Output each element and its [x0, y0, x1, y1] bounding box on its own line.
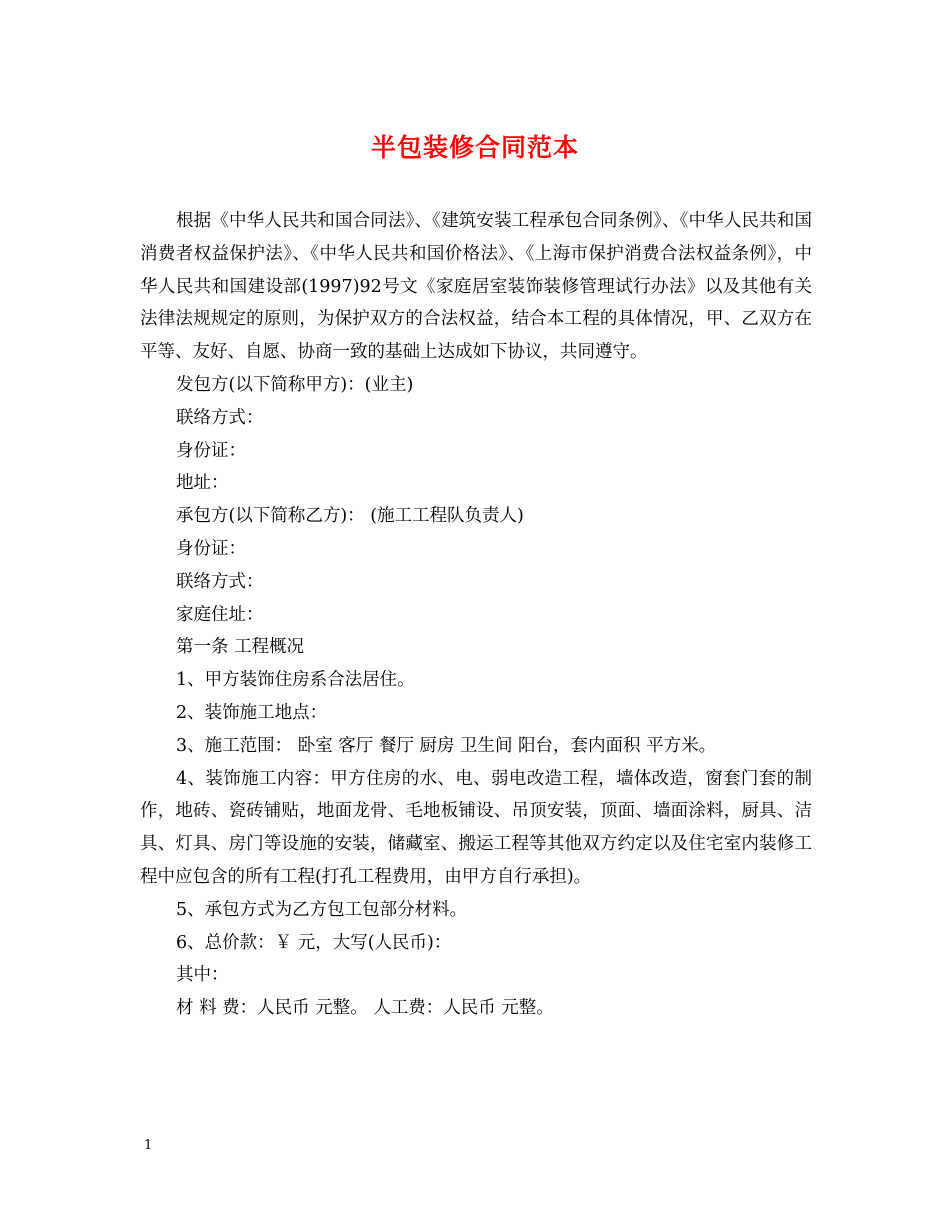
party-b-id-line: 身份证： — [176, 538, 246, 559]
clause-1: 1、甲方装饰住房系合法居住。 — [176, 670, 415, 691]
price-breakdown-heading: 其中： — [176, 965, 229, 986]
party-a-address-line: 地址： — [176, 473, 229, 494]
clause-3: 3、施工范围： 卧室 客厅 餐厅 厨房 卫生间 阳台，套内面积 平方米。 — [176, 735, 717, 756]
price-breakdown-line: 材 料 费：人民币 元整。 人工费：人民币 元整。 — [176, 998, 554, 1019]
clause-2: 2、装饰施工地点： — [176, 702, 328, 723]
clause-5: 5、承包方式为乙方包工包部分材料。 — [176, 899, 468, 920]
party-b-contact-line: 联络方式： — [176, 571, 264, 592]
intro-paragraph: 根据《中华人民共和国合同法》、《建筑安装工程承包合同条例》、《中华人民共和国消费者权益保护法》、《中华人民共和国价格法》、《上海市保护消费合法权益条例》，中华人民共和国建设部(1997)92号文《家庭居室装饰装修管理试行办法》以及其他有关法律法规规定的原则，为保护双方的合法权益，结合本工程的具体情况，甲、乙双方在平等、友好、自愿、协商一致的基础上达成如下协议，共同遵守。 — [140, 211, 812, 363]
clause-6: 6、总价款：￥ 元，大写(人民币)： — [176, 932, 452, 953]
party-b-address-line: 家庭住址： — [176, 604, 264, 625]
party-b-line: 承包方(以下简称乙方)： (施工工程队负责人) — [176, 506, 524, 527]
document-title: 半包装修合同范本 — [370, 133, 579, 162]
party-a-line: 发包方(以下简称甲方)：(业主) — [176, 374, 414, 395]
document-body — [140, 205, 812, 1025]
article-one-heading: 第一条 工程概况 — [176, 637, 305, 658]
party-a-contact-line: 联络方式： — [176, 407, 264, 428]
page-number: 1 — [144, 1138, 153, 1153]
clause-4: 4、装饰施工内容：甲方住房的水、电、弱电改造工程，墙体改造，窗套门套的制作，地砖、瓷砖铺贴，地面龙骨、毛地板铺设、吊顶安装，顶面、墙面涂料，厨具、洁具、灯具、房门等设施的安装，储藏室、搬运工程等其他双方约定以及住宅室内装修工程中应包含的所有工程(打孔工程费用，由甲方自行承担)。 — [140, 768, 812, 887]
party-a-id-line: 身份证： — [176, 440, 246, 461]
